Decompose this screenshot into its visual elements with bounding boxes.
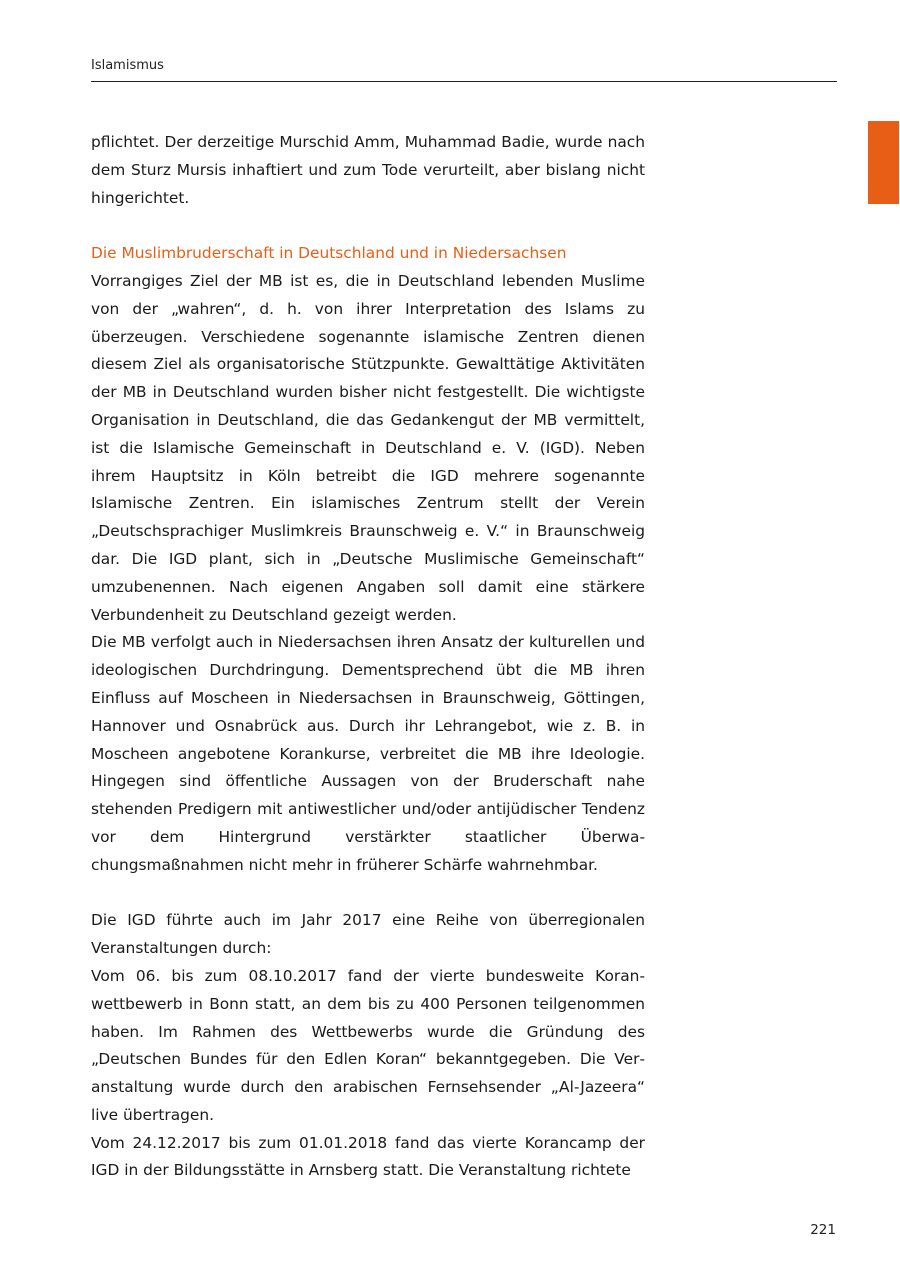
paragraph: Die IGD führte auch im Jahr 2017 eine Reihe von überregionalen Veranstaltungen durch: <box>91 911 645 958</box>
running-header <box>91 58 837 82</box>
chapter-marker-tab <box>868 121 899 204</box>
page-number: 221 <box>810 1222 836 1238</box>
paragraph: Vorrangiges Ziel der MB ist es, die in Deutschland lebenden Muslime von der „wahren“, d. h. von ihrer Interpretation des Islams zu überzeugen. Verschiedene sogenannte islamische Zentren dienen diesem Ziel als organisatorische Stützpunkte. Gewalttätige Aktivitäten der MB in Deutschland wurden bisher nicht festgestellt. Die wichtigste Organisation in Deutschland, die das Gedankengut der MB vermittelt, ist die Islamische Gemeinschaft in Deutschland e. V. (IGD). Neben ihrem Hauptsitz in Köln betreibt die IGD mehrere sogenannte Islamische Zentren. Ein islamisches Zentrum stellt der Verein „Deutschsprachiger Muslimkreis Braunschweig e. V.“ in Braunschweig dar. Die IGD plant, sich in „Deutsche Muslimische Gemeinschaft“ umzubenennen. Nach eigenen Angaben soll damit eine stärkere Verbundenheit zu Deutschland gezeigt werden. <box>91 271 645 624</box>
paragraph: Die MB verfolgt auch in Niedersachsen ihren Ansatz der kulturellen und ideologischen Durchdringung. Dementsprechend übt die MB ihren Einfluss auf Moscheen in Niedersachsen in Braunschweig, Göttingen, Hannover und Osnabrück aus. Durch ihr Lehrangebot, wie z. B. in Moscheen angebotene Korankurse, verbreitet die MB ihre Ideologie. Hingegen sind öffentliche Aussagen von der Bruderschaft nahe stehenden Predigern mit antiwestlicher und/oder antijüdischer Tendenz vor dem Hintergrund verstärkter staatlicher Überwachungsmaßnahmen nicht mehr in früherer Schärfe wahrnehmbar. <box>91 633 645 874</box>
body-text <box>91 129 645 1185</box>
paragraph-spacer <box>91 880 645 908</box>
header-title: Islamismus <box>91 58 164 73</box>
paragraph: Vom 06. bis zum 08.10.2017 fand der vierte bundesweite Koranwettbewerb in Bonn statt, an dem bis zu 400 Personen teilgenommen haben. Im Rahmen des Wettbewerbs wurde die Gründung des „Deutschen Bundes für den Edlen Koran“ bekanntgegeben. Die Veranstaltung wurde durch den arabischen Fernsehsender „Al-Jazeera“ live übertragen. <box>91 966 645 1124</box>
section-heading: Die Muslimbruderschaft in Deutschland und in Niedersachsen <box>91 244 567 263</box>
paragraph-spacer <box>91 212 645 240</box>
intro-paragraph: pflichtet. Der derzeitige Murschid Amm, Muhammad Badie, wurde nach dem Sturz Mursis inhaftiert und zum Tode verurteilt, aber bislang nicht hingerichtet. <box>91 133 645 207</box>
paragraph: Vom 24.12.2017 bis zum 01.01.2018 fand das vierte Korancamp der IGD in der Bildungsstätte in Arnsberg statt. Die Veranstaltung richtete <box>91 1133 645 1180</box>
